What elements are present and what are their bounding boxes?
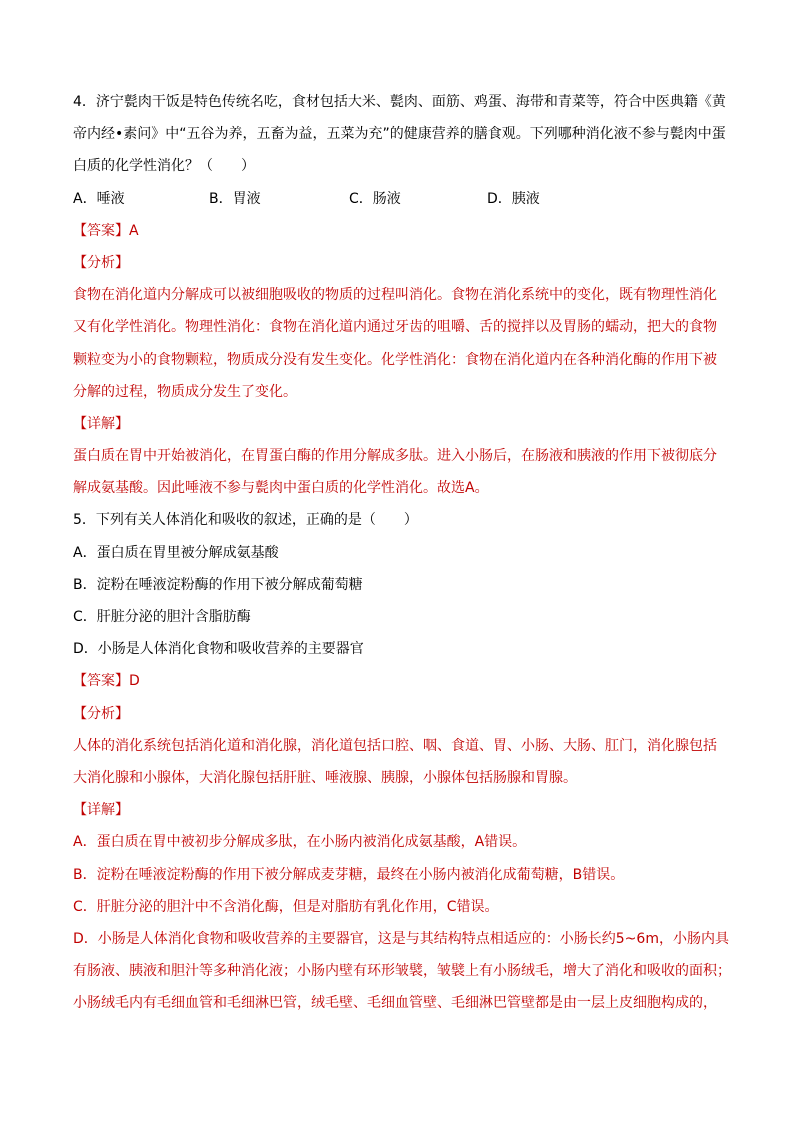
question-4-option-d: D．胰液 (487, 190, 540, 207)
question-5-option-c: C．肝脏分泌的胆汁含脂肪酶 (73, 609, 251, 625)
question-4-option-a: A．唾液 (73, 190, 125, 207)
question-4-analysis-line-3: 颗粒变为小的食物颗粒，物质成分没有发生变化。化学性消化：食物在消化道内在各种消化酶的作用下被 (73, 351, 717, 368)
question-4-analysis-line-2: 又有化学性消化。物理性消化：食物在消化道内通过牙齿的咀嚼、舌的搅拌以及胃肠的蠕动，把大的食物 (73, 319, 717, 336)
question-5-option-d: D．小肠是人体消化食物和吸收营养的主要器官 (73, 641, 364, 658)
question-4-analysis-line-4: 分解的过程，物质成分发生了变化。 (73, 383, 297, 400)
question-5-option-b: B．淀粉在唾液淀粉酶的作用下被分解成葡萄糖 (73, 576, 363, 593)
question-5-detail-line-1: A．蛋白质在胃中被初步分解成多肽，在小肠内被消化成氨基酸，A错误。 (73, 834, 527, 851)
question-4-options (73, 189, 723, 210)
question-4-stem-line-2: 帝内经•素问》中“五谷为养，五畜为益，五菜为充”的健康营养的膳食观。下列哪种消化液不参与甏肉中蛋 (73, 126, 726, 143)
question-5-analysis-line-1: 人体的消化系统包括消化道和消化腺，消化道包括口腔、咽、食道、胃、小肠、大肠、肛门，消化腺包括 (73, 737, 717, 754)
question-4-detail-line-2: 解成氨基酸。因此唾液不参与甏肉中蛋白质的化学性消化。故选A。 (73, 480, 489, 497)
document-body (73, 92, 731, 1025)
question-4-stem-line-1: 4．济宁甏肉干饭是特色传统名吃，食材包括大米、甏肉、面筋、鸡蛋、海带和青菜等，符合中医典籍《黄 (73, 94, 726, 110)
question-4-detail-line-1: 蛋白质在胃中开始被消化，在胃蛋白酶的作用分解成多肽。进入小肠后，在肠液和胰液的作用下被彻底分 (73, 448, 717, 465)
question-5-option-a: A．蛋白质在胃里被分解成氨基酸 (73, 544, 279, 561)
question-4-option-b: B．胃液 (209, 190, 261, 207)
question-4-detail-label: 【详解】 (73, 415, 129, 432)
question-5-detail-line-3: C．肝脏分泌的胆汁中不含消化酶，但是对脂肪有乳化作用，C错误。 (73, 898, 499, 915)
question-5-detail-line-4: D．小肠是人体消化食物和吸收营养的主要器官，这是与其结构特点相适应的：小肠长约5~6m，小肠内具 (73, 930, 729, 947)
question-5-detail-label: 【详解】 (73, 802, 129, 819)
question-5-answer: 【答案】D (73, 673, 140, 690)
question-4-analysis-line-1: 食物在消化道内分解成可以被细胞吸收的物质的过程叫消化。食物在消化系统中的变化，既有物理性消化 (73, 287, 717, 304)
question-5-analysis-label: 【分析】 (73, 705, 129, 722)
question-4-answer: 【答案】A (73, 222, 139, 239)
question-4-stem-line-3: 白质的化学性消化？（ ） (73, 158, 255, 175)
question-5-detail-line-5: 有肠液、胰液和胆汁等多种消化液；小肠内壁有环形皱襞，皱襞上有小肠绒毛，增大了消化和吸收的面积； (73, 963, 731, 980)
question-5-analysis-line-2: 大消化腺和小腺体，大消化腺包括肝脏、唾液腺、胰腺，小腺体包括肠腺和胃腺。 (73, 769, 577, 786)
question-5-detail-line-6: 小肠绒毛内有毛细血管和毛细淋巴管，绒毛壁、毛细血管壁、毛细淋巴管壁都是由一层上皮细胞构成的， (73, 995, 717, 1012)
question-5-detail-line-2: B．淀粉在唾液淀粉酶的作用下被分解成麦芽糖，最终在小肠内被消化成葡萄糖，B错误。 (73, 866, 625, 883)
question-4-option-c: C．肠液 (349, 190, 401, 207)
question-5-stem: 5．下列有关人体消化和吸收的叙述，正确的是（ ） (73, 512, 418, 529)
question-4-analysis-label: 【分析】 (73, 254, 129, 271)
